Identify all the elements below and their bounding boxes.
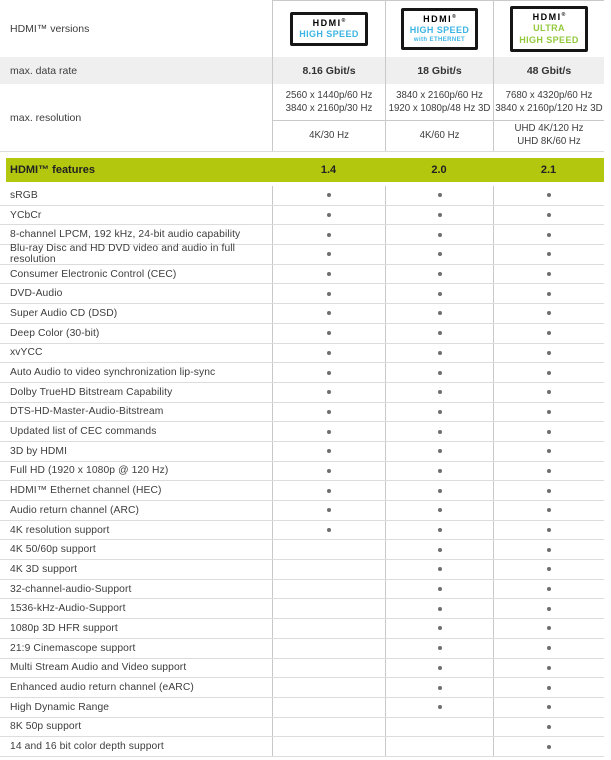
feature-support-cell	[493, 265, 604, 284]
feature-support-cell	[493, 206, 604, 225]
feature-support-cell	[272, 619, 385, 638]
feature-label: Audio return channel (ARC)	[10, 504, 140, 516]
feature-label: Dolby TrueHD Bitstream Capability	[10, 386, 173, 398]
feature-row	[0, 344, 604, 364]
feature-row	[0, 442, 604, 462]
feature-row	[0, 422, 604, 442]
feature-support-cell	[493, 383, 604, 402]
support-dot	[547, 508, 551, 512]
support-dot	[547, 626, 551, 630]
feature-support-cell	[272, 422, 385, 441]
support-dot	[547, 686, 551, 690]
feature-label: Consumer Electronic Control (CEC)	[10, 268, 177, 280]
feature-support-cell	[493, 501, 604, 520]
feature-label: YCbCr	[10, 209, 42, 221]
feature-support-cell	[272, 580, 385, 599]
feature-support-cell	[272, 659, 385, 678]
feature-label: 8K 50p support	[10, 721, 82, 733]
feature-support-cell	[272, 737, 385, 756]
feature-row	[0, 383, 604, 403]
support-dot	[547, 213, 551, 217]
feature-label: xvYCC	[10, 347, 43, 359]
hdmi-logo-icon: HDMI®	[532, 12, 566, 23]
feature-label: 4K 50/60p support	[10, 544, 96, 556]
feature-support-cell	[385, 442, 493, 461]
data-rate-value: 48 Gbit/s	[493, 57, 604, 84]
feature-label: Full HD (1920 x 1080p @ 120 Hz)	[10, 465, 169, 477]
support-dot	[438, 331, 442, 335]
feature-label: sRGB	[10, 189, 38, 201]
support-dot	[327, 508, 331, 512]
feature-support-cell	[493, 403, 604, 422]
features-header-label: HDMI™ features	[10, 164, 95, 176]
support-dot	[327, 351, 331, 355]
resolution-primary: 7680 x 4320p/60 Hz 3840 x 2160p/120 Hz 3D	[494, 84, 604, 121]
feature-support-cell	[385, 422, 493, 441]
support-dot	[547, 390, 551, 394]
feature-support-cell	[493, 462, 604, 481]
feature-support-cell	[385, 580, 493, 599]
support-dot	[547, 272, 551, 276]
feature-support-cell	[493, 678, 604, 697]
hdmi-logo-icon: HDMI®	[312, 17, 346, 28]
support-dot	[327, 390, 331, 394]
feature-label: Deep Color (30-bit)	[10, 327, 100, 339]
feature-support-cell	[272, 639, 385, 658]
feature-support-cell	[385, 521, 493, 540]
support-dot	[438, 626, 442, 630]
resolution-label: max. resolution	[10, 111, 82, 124]
support-dot	[547, 666, 551, 670]
hdmi-ultra-high-speed-badge	[510, 6, 588, 52]
resolution-row	[0, 84, 604, 152]
feature-support-cell	[385, 403, 493, 422]
support-dot	[547, 587, 551, 591]
resolution-secondary: 4K/30 Hz	[309, 129, 349, 141]
feature-label: High Dynamic Range	[10, 701, 110, 713]
feature-row	[0, 501, 604, 521]
support-dot	[547, 292, 551, 296]
support-dot	[547, 745, 551, 749]
resolution-cell	[272, 84, 385, 151]
feature-support-cell	[272, 245, 385, 264]
support-dot	[438, 528, 442, 532]
support-dot	[438, 508, 442, 512]
support-dot	[547, 725, 551, 729]
feature-support-cell	[385, 344, 493, 363]
feature-label: Super Audio CD (DSD)	[10, 307, 118, 319]
feature-support-cell	[385, 698, 493, 717]
feature-row	[0, 245, 604, 265]
data-rate-value: 18 Gbit/s	[385, 57, 493, 84]
feature-support-cell	[493, 619, 604, 638]
support-dot	[327, 213, 331, 217]
feature-support-cell	[272, 462, 385, 481]
feature-label: Updated list of CEC commands	[10, 426, 157, 438]
feature-row	[0, 619, 604, 639]
support-dot	[327, 430, 331, 434]
feature-support-cell	[272, 718, 385, 737]
feature-row	[0, 462, 604, 482]
feature-support-cell	[493, 560, 604, 579]
feature-row	[0, 521, 604, 541]
data-rate-value: 8.16 Gbit/s	[272, 57, 385, 84]
features-header-row	[6, 158, 604, 182]
feature-support-cell	[385, 284, 493, 303]
feature-support-cell	[385, 186, 493, 205]
support-dot	[547, 449, 551, 453]
feature-support-cell	[272, 344, 385, 363]
feature-support-cell	[385, 225, 493, 244]
support-dot	[438, 607, 442, 611]
support-dot	[438, 489, 442, 493]
feature-row	[0, 324, 604, 344]
feature-support-cell	[385, 245, 493, 264]
feature-label: 14 and 16 bit color depth support	[10, 741, 164, 753]
feature-row	[0, 284, 604, 304]
feature-support-cell	[272, 403, 385, 422]
feature-support-cell	[385, 678, 493, 697]
support-dot	[438, 666, 442, 670]
support-dot	[327, 331, 331, 335]
feature-row	[0, 718, 604, 738]
feature-label: 4K 3D support	[10, 563, 78, 575]
resolution-primary: 3840 x 2160p/60 Hz 1920 x 1080p/48 Hz 3D	[386, 84, 493, 121]
version-number: 1.4	[320, 164, 337, 176]
hdmi-high-speed-ethernet-badge	[401, 8, 479, 49]
feature-label: 4K resolution support	[10, 524, 110, 536]
support-dot	[327, 193, 331, 197]
badge-line: ULTRA	[533, 23, 565, 34]
support-dot	[438, 371, 442, 375]
support-dot	[547, 469, 551, 473]
feature-support-cell	[493, 442, 604, 461]
support-dot	[327, 469, 331, 473]
feature-support-cell	[385, 560, 493, 579]
support-dot	[547, 233, 551, 237]
support-dot	[327, 528, 331, 532]
versions-label: HDMI™ versions	[10, 22, 90, 35]
feature-support-cell	[493, 521, 604, 540]
support-dot	[547, 331, 551, 335]
support-dot	[438, 705, 442, 709]
feature-support-cell	[272, 521, 385, 540]
feature-label: 1080p 3D HFR support	[10, 622, 118, 634]
feature-support-cell	[493, 737, 604, 756]
feature-support-cell	[272, 265, 385, 284]
support-dot	[438, 469, 442, 473]
feature-row	[0, 481, 604, 501]
feature-label: Multi Stream Audio and Video support	[10, 662, 187, 674]
feature-support-cell	[385, 206, 493, 225]
feature-row	[0, 659, 604, 679]
feature-row	[0, 737, 604, 757]
feature-row	[0, 678, 604, 698]
feature-support-cell	[272, 324, 385, 343]
support-dot	[438, 430, 442, 434]
support-dot	[547, 607, 551, 611]
feature-row	[0, 560, 604, 580]
support-dot	[547, 252, 551, 256]
feature-support-cell	[493, 245, 604, 264]
support-dot	[327, 489, 331, 493]
feature-support-cell	[385, 265, 493, 284]
feature-support-cell	[385, 462, 493, 481]
feature-label: 8-channel LPCM, 192 kHz, 24-bit audio capability	[10, 229, 241, 241]
feature-support-cell	[493, 344, 604, 363]
feature-support-cell	[493, 639, 604, 658]
feature-row	[0, 580, 604, 600]
support-dot	[547, 567, 551, 571]
feature-support-cell	[385, 481, 493, 500]
feature-support-cell	[272, 225, 385, 244]
support-dot	[547, 705, 551, 709]
feature-support-cell	[272, 698, 385, 717]
support-dot	[547, 371, 551, 375]
feature-support-cell	[385, 540, 493, 559]
support-dot	[438, 272, 442, 276]
badge-line: HIGH SPEED	[409, 25, 470, 36]
feature-row	[0, 225, 604, 245]
versions-row	[0, 0, 604, 57]
feature-support-cell	[493, 659, 604, 678]
feature-support-cell	[493, 186, 604, 205]
resolution-primary: 2560 x 1440p/60 Hz 3840 x 2160p/30 Hz	[273, 84, 385, 121]
feature-support-cell	[493, 698, 604, 717]
feature-support-cell	[385, 659, 493, 678]
feature-support-cell	[272, 442, 385, 461]
feature-label: DTS-HD-Master-Audio-Bitstream	[10, 406, 164, 418]
feature-support-cell	[272, 599, 385, 618]
feature-support-cell	[493, 599, 604, 618]
support-dot	[438, 193, 442, 197]
feature-support-cell	[493, 580, 604, 599]
feature-support-cell	[493, 540, 604, 559]
support-dot	[438, 686, 442, 690]
feature-support-cell	[493, 225, 604, 244]
feature-support-cell	[272, 540, 385, 559]
support-dot	[547, 548, 551, 552]
data-rate-row	[0, 57, 604, 84]
support-dot	[327, 311, 331, 315]
support-dot	[327, 272, 331, 276]
feature-support-cell	[385, 639, 493, 658]
feature-support-cell	[385, 363, 493, 382]
feature-support-cell	[385, 619, 493, 638]
feature-rows	[0, 186, 604, 757]
support-dot	[547, 193, 551, 197]
feature-support-cell	[385, 501, 493, 520]
feature-support-cell	[385, 599, 493, 618]
resolution-secondary: UHD 4K/120 Hz UHD 8K/60 Hz	[514, 123, 584, 147]
feature-support-cell	[272, 206, 385, 225]
support-dot	[327, 233, 331, 237]
feature-support-cell	[272, 501, 385, 520]
feature-support-cell	[272, 383, 385, 402]
feature-support-cell	[272, 284, 385, 303]
feature-row	[0, 599, 604, 619]
feature-label: 3D by HDMI	[10, 445, 68, 457]
feature-support-cell	[272, 304, 385, 323]
support-dot	[438, 311, 442, 315]
badge-line: HIGH SPEED	[299, 28, 359, 39]
feature-label: HDMI™ Ethernet channel (HEC)	[10, 485, 162, 497]
badge-cell-hdmi-2-1	[493, 0, 604, 57]
support-dot	[438, 410, 442, 414]
hdmi-logo-icon: HDMI®	[423, 14, 456, 25]
support-dot	[438, 390, 442, 394]
feature-support-cell	[493, 422, 604, 441]
feature-label: 32-channel-audio-Support	[10, 583, 132, 595]
feature-label: 21:9 Cinemascope support	[10, 642, 136, 654]
support-dot	[547, 311, 551, 315]
support-dot	[438, 449, 442, 453]
feature-row	[0, 363, 604, 383]
feature-row	[0, 186, 604, 206]
support-dot	[438, 567, 442, 571]
feature-support-cell	[385, 737, 493, 756]
support-dot	[438, 548, 442, 552]
support-dot	[327, 449, 331, 453]
feature-row	[0, 639, 604, 659]
feature-support-cell	[272, 678, 385, 697]
badge-cell-hdmi-2-0	[385, 0, 493, 57]
support-dot	[438, 213, 442, 217]
feature-row	[0, 265, 604, 285]
feature-support-cell	[493, 304, 604, 323]
feature-label: 1536-kHz-Audio-Support	[10, 603, 126, 615]
feature-label: DVD-Audio	[10, 288, 63, 300]
feature-label: Blu-ray Disc and HD DVD video and audio in full resolution	[10, 243, 236, 266]
support-dot	[438, 233, 442, 237]
hdmi-high-speed-badge	[290, 12, 368, 46]
support-dot	[438, 587, 442, 591]
support-dot	[547, 489, 551, 493]
feature-support-cell	[385, 324, 493, 343]
feature-row	[0, 304, 604, 324]
feature-row	[0, 540, 604, 560]
feature-support-cell	[493, 363, 604, 382]
feature-label: Auto Audio to video synchronization lip-sync	[10, 367, 216, 379]
badge-cell-hdmi-1-4	[272, 0, 385, 57]
feature-row	[0, 206, 604, 226]
support-dot	[547, 430, 551, 434]
support-dot	[547, 528, 551, 532]
feature-support-cell	[493, 481, 604, 500]
support-dot	[547, 646, 551, 650]
feature-support-cell	[272, 363, 385, 382]
support-dot	[438, 646, 442, 650]
support-dot	[547, 410, 551, 414]
support-dot	[327, 292, 331, 296]
support-dot	[438, 252, 442, 256]
resolution-cell	[385, 84, 493, 151]
feature-support-cell	[272, 560, 385, 579]
support-dot	[327, 410, 331, 414]
support-dot	[327, 252, 331, 256]
badge-line: HIGH SPEED	[519, 34, 579, 45]
feature-support-cell	[493, 324, 604, 343]
support-dot	[327, 371, 331, 375]
feature-row	[0, 403, 604, 423]
version-number: 2.0	[431, 164, 447, 176]
feature-support-cell	[385, 383, 493, 402]
support-dot	[438, 292, 442, 296]
support-dot	[438, 351, 442, 355]
feature-row	[0, 698, 604, 718]
resolution-cell	[493, 84, 604, 151]
version-number: 2.1	[540, 164, 557, 176]
badge-subline: with ETHERNET	[413, 36, 466, 43]
data-rate-label: max. data rate	[10, 64, 78, 77]
support-dot	[547, 351, 551, 355]
feature-support-cell	[385, 304, 493, 323]
resolution-secondary: 4K/60 Hz	[419, 129, 460, 141]
feature-support-cell	[493, 284, 604, 303]
feature-support-cell	[493, 718, 604, 737]
feature-support-cell	[272, 186, 385, 205]
feature-support-cell	[272, 481, 385, 500]
feature-support-cell	[385, 718, 493, 737]
feature-label: Enhanced audio return channel (eARC)	[10, 682, 194, 694]
